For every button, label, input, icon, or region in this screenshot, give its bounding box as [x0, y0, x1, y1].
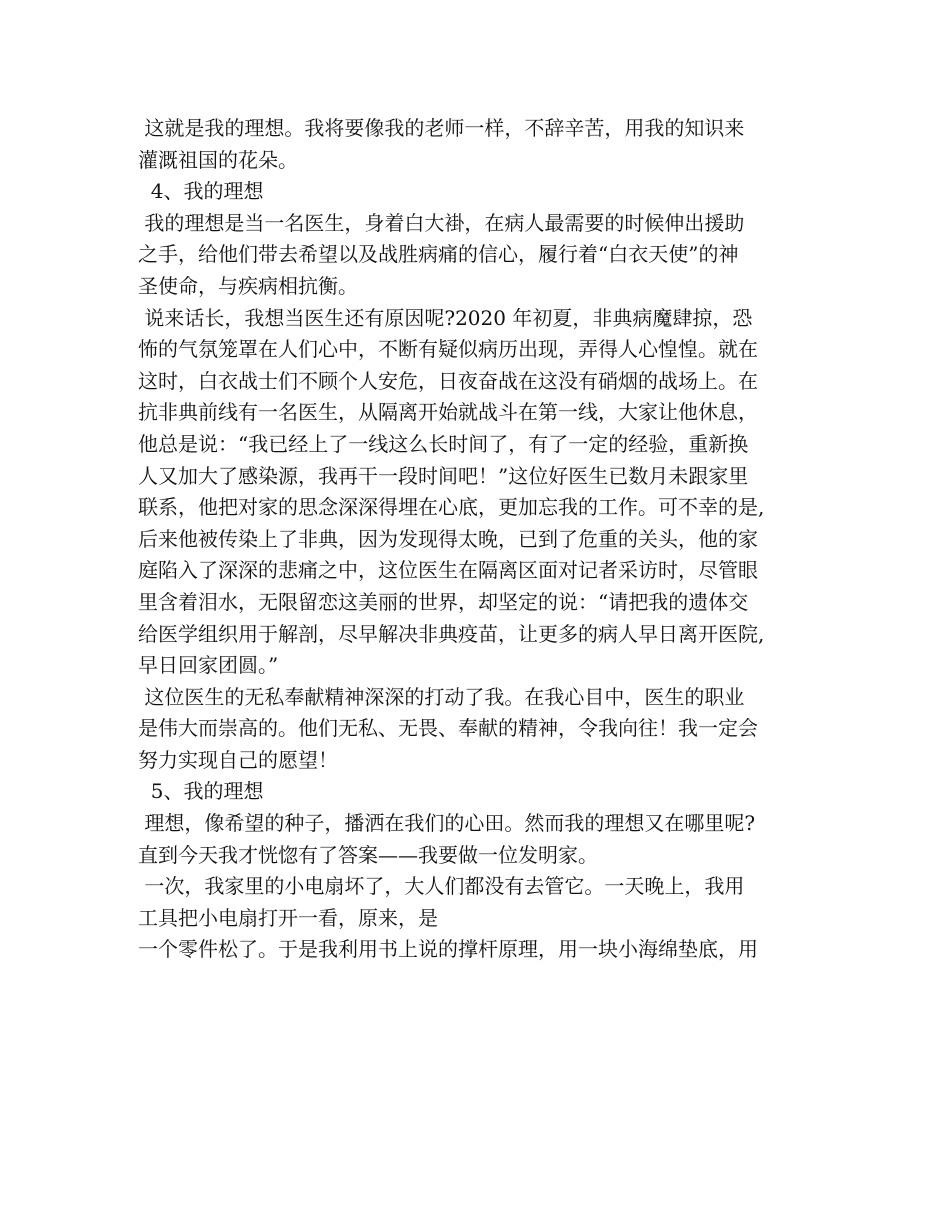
text-line: 一次，我家里的小电扇坏了，大人们都没有去管它。一天晚上，我用	[138, 874, 745, 899]
text-line: 后来他被传染上了非典，因为发现得太晚，已到了危重的关头，他的家	[138, 526, 758, 551]
text-line: 说来话长，我想当医生还有原因呢?2020 年初夏，非典病魔肆掠，恐	[138, 305, 753, 330]
text-line: 联系，他把对家的思念深深得埋在心底，更加忘我的工作。可不幸的是,	[138, 495, 765, 520]
text-line: 人又加大了感染源，我再干一段时间吧！”这位好医生已数月未跟家里	[138, 463, 749, 488]
text-line: 直到今天我才恍惚有了答案——我要做一位发明家。	[138, 842, 598, 867]
text-line: 圣使命，与疾病相抗衡。	[138, 273, 358, 298]
text-line: 庭陷入了深深的悲痛之中，这位医生在隔离区面对记者采访时，尽管眼	[138, 558, 758, 583]
text-line: 这时，白衣战士们不顾个人安危，日夜奋战在这没有硝烟的战场上。在	[138, 368, 758, 393]
document-body	[138, 113, 838, 966]
text-line: 是伟大而崇高的。他们无私、无畏、奉献的精神，令我向往！我一定会	[138, 716, 758, 741]
text-line: 他总是说：“我已经上了一线这么长时间了，有了一定的经验，重新换	[138, 431, 749, 456]
text-line: 这就是我的理想。我将要像我的老师一样，不辞辛苦，用我的知识来	[138, 116, 745, 140]
text-line: 一个零件松了。于是我利用书上说的撑杆原理，用一块小海绵垫底，用	[138, 937, 758, 962]
text-line: 我的理想是当一名医生，身着白大褂，在病人最需要的时候伸出援助	[138, 210, 745, 235]
text-line: 怖的气氛笼罩在人们心中，不断有疑似病历出现，弄得人心惶惶。就在	[138, 337, 758, 362]
text-line: 努力实现自己的愿望！	[138, 747, 338, 772]
text-line: 里含着泪水，无限留恋这美丽的世界，却坚定的说：“请把我的遗体交	[138, 589, 749, 614]
section-heading: 5、我的理想	[138, 779, 264, 804]
text-line: 抗非典前线有一名医生，从隔离开始就战斗在第一线，大家让他休息，	[138, 400, 758, 425]
text-line: 灌溉祖国的花朵。	[138, 147, 298, 172]
text-line: 理想，像希望的种子，播洒在我们的心田。然而我的理想又在哪里呢?	[138, 811, 756, 836]
text-line: 早日回家团圆。”	[138, 653, 279, 678]
text-line: 之手，给他们带去希望以及战胜病痛的信心，履行着“白衣天使”的神	[138, 242, 739, 267]
text-line: 这位医生的无私奉献精神深深的打动了我。在我心目中，医生的职业	[138, 684, 745, 709]
section-heading: 4、我的理想	[138, 179, 264, 204]
text-line: 工具把小电扇打开一看，原来，是	[138, 905, 438, 930]
text-line: 给医学组织用于解剖，尽早解决非典疫苗，让更多的病人早日离开医院,	[138, 621, 765, 646]
